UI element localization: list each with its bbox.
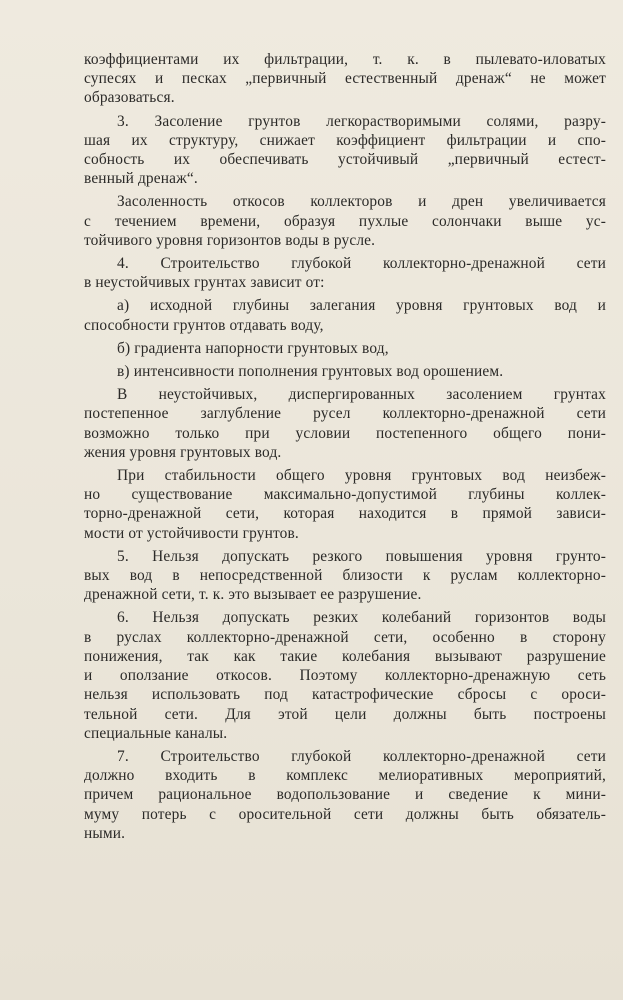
text-line: венный дренаж“.	[84, 170, 198, 188]
text-line: с течением времени, образуя пухлые солончаки выше ус-	[84, 212, 606, 230]
text-line: 3. Засоление грунтов легкорастворимыми солями, разру-	[117, 112, 606, 130]
paragraph-item-7	[84, 747, 606, 843]
text-line: и оползание откосов. Поэтому коллекторно-дренажную сеть	[84, 667, 606, 685]
text-line: тойчивого уровня горизонтов воды в русле.	[84, 231, 376, 249]
paragraph-salinity	[84, 192, 606, 250]
sub-item-v	[84, 362, 606, 381]
text-line: специальные каналы.	[84, 724, 228, 742]
sub-item-b	[84, 339, 606, 358]
text-line: ными.	[84, 824, 126, 842]
text-line: 6. Нельзя допускать резких колебаний горизонтов воды	[117, 609, 606, 627]
text-line: собность их обеспечивать устойчивый „первичный естест-	[84, 151, 606, 169]
text-line: понижения, так как такие колебания вызывают разрушение	[84, 647, 606, 665]
text-line: но существование максимально-допустимой глубины коллек-	[84, 486, 606, 504]
paragraph-stability	[84, 466, 606, 543]
text-line: способности грунтов отдавать воду,	[84, 316, 324, 334]
text-line: При стабильности общего уровня грунтовых вод неизбеж-	[117, 467, 606, 485]
text-line: муму потерь с оросительной сети должны быть обязатель-	[84, 805, 606, 823]
text-line: коэффициентами их фильтрации, т. к. в пылевато-иловатых	[84, 51, 606, 68]
text-line: вых вод в непосредственной близости к руслам коллекторно-	[84, 567, 606, 585]
text-line: образоваться.	[84, 89, 175, 107]
text-line: мости от устойчивости грунтов.	[84, 524, 299, 542]
text-line: шая их структуру, снижает коэффициент фильтрации и спо-	[84, 131, 606, 149]
text-line: в неустойчивых грунтах зависит от:	[84, 274, 325, 292]
text-line: в) интенсивности пополнения грунтовых вод орошением.	[117, 363, 504, 381]
paragraph-unstable-soils	[84, 385, 606, 462]
body-text	[84, 50, 606, 847]
text-line: возможно только при условии постепенного общего пони-	[84, 424, 606, 442]
text-line: нельзя использовать под катастрофические сбросы с ороси-	[84, 686, 606, 704]
text-line: постепенное заглубление русел коллекторно-дренажной сети	[84, 405, 606, 423]
paragraph-item-3	[84, 112, 606, 189]
text-line: дренажной сети, т. к. это вызывает ее разрушение.	[84, 586, 422, 604]
text-line: а) исходной глубины залегания уровня грунтовых вод и	[117, 297, 606, 315]
text-line: 7. Строительство глубокой коллекторно-дренажной сети	[117, 747, 606, 765]
text-line: Засоленность откосов коллекторов и дрен увеличивается	[117, 193, 606, 211]
text-line: в руслах коллекторно-дренажной сети, особенно в сторону	[84, 628, 606, 646]
text-line: должно входить в комплекс мелиоративных мероприятий,	[84, 767, 606, 785]
paragraph-item-5	[84, 547, 606, 605]
text-line: торно-дренажной сети, которая находится в прямой зависи-	[84, 505, 606, 523]
paragraph-item-4	[84, 254, 606, 292]
text-line: 5. Нельзя допускать резкого повышения уровня грунто-	[117, 547, 606, 565]
text-line: тельной сети. Для этой цели должны быть построены	[84, 705, 606, 723]
paragraph-continuation	[84, 50, 606, 108]
text-line: 4. Строительство глубокой коллекторно-дренажной сети	[117, 255, 606, 273]
sub-item-a	[84, 296, 606, 334]
text-line: супесях и песках „первичный естественный дренаж“ не может	[84, 70, 606, 88]
text-line: б) градиента напорности грунтовых вод,	[117, 339, 389, 357]
text-line: В неустойчивых, диспергированных засолением грунтах	[117, 386, 606, 404]
paragraph-item-6	[84, 608, 606, 742]
text-line: причем рациональное водопользование и сведение к мини-	[84, 786, 606, 804]
text-line: жения уровня грунтовых вод.	[84, 443, 282, 461]
